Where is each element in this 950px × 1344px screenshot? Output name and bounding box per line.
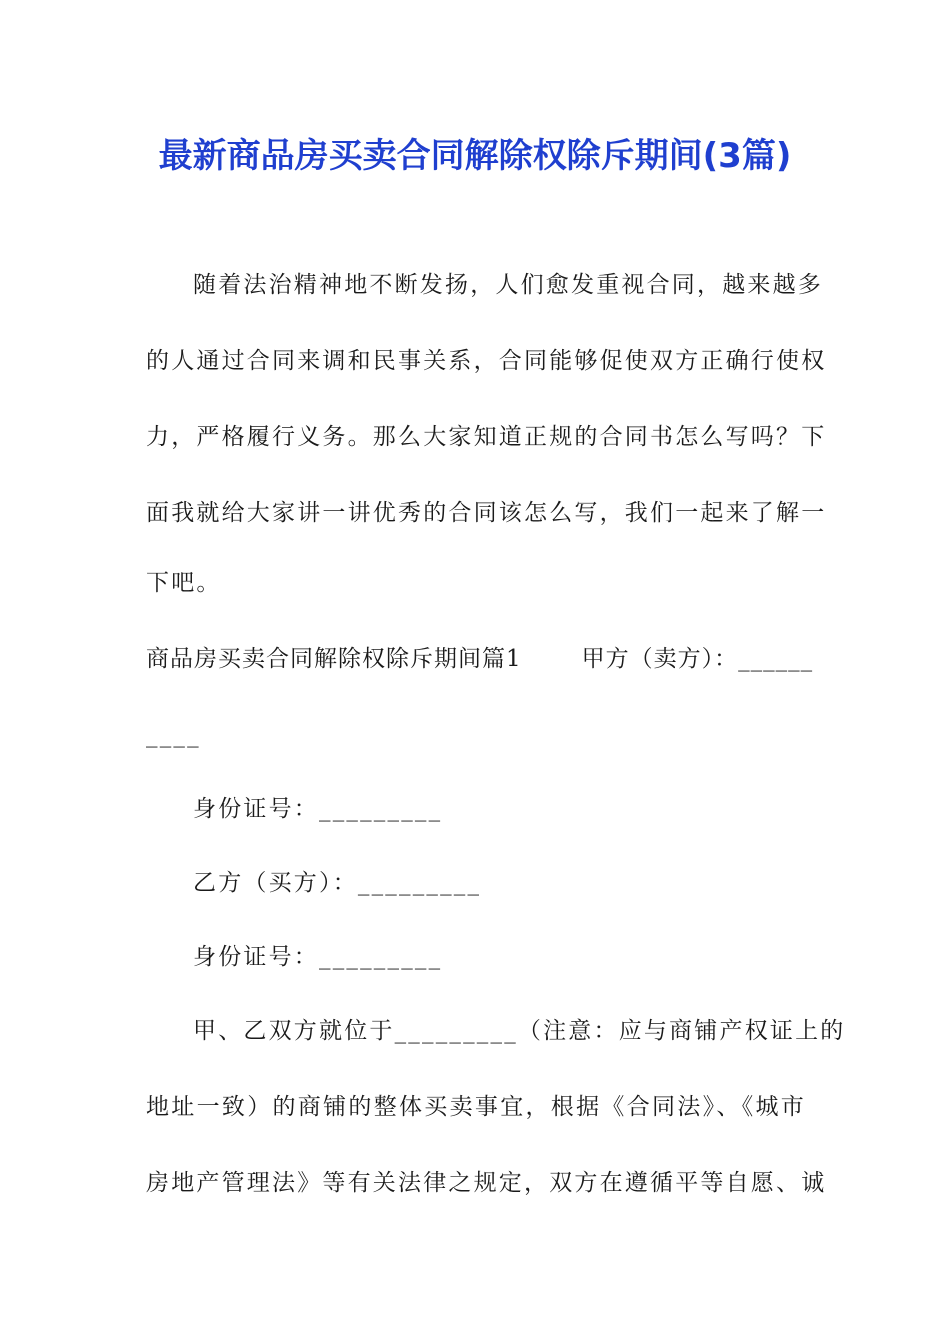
section-heading: 商品房买卖合同解除权除斥期间篇1 <box>146 646 522 672</box>
intro-line-5: 下吧。 <box>146 570 222 596</box>
intro-line-2: 的人通过合同来调和民事关系，合同能够促使双方正确行使权 <box>146 348 827 374</box>
party-a-continuation: ____ <box>146 722 201 748</box>
party-a-id: 身份证号：_________ <box>193 796 443 822</box>
intro-line-3: 力，严格履行义务。那么大家知道正规的合同书怎么写吗？下 <box>146 424 827 450</box>
body-line-3: 房地产管理法》等有关法律之规定，双方在遵循平等自愿、诚 <box>146 1170 827 1196</box>
party-a-label: 甲方（卖方）：______ <box>581 646 814 672</box>
party-b-label: 乙方（买方）：_________ <box>193 870 482 896</box>
body-line-2: 地址一致）的商铺的整体买卖事宜，根据《合同法》、《城市 <box>146 1094 806 1120</box>
intro-line-4: 面我就给大家讲一讲优秀的合同该怎么写，我们一起来了解一 <box>146 500 827 526</box>
document-title: 最新商品房买卖合同解除权除斥期间(3篇) <box>158 136 792 176</box>
body-line-1: 甲、乙双方就位于_________（注意：应与商铺产权证上的 <box>193 1018 846 1044</box>
intro-line-1: 随着法治精神地不断发扬，人们愈发重视合同，越来越多 <box>193 272 823 298</box>
section-heading-row <box>146 644 814 674</box>
party-b-id: 身份证号：_________ <box>193 944 443 970</box>
